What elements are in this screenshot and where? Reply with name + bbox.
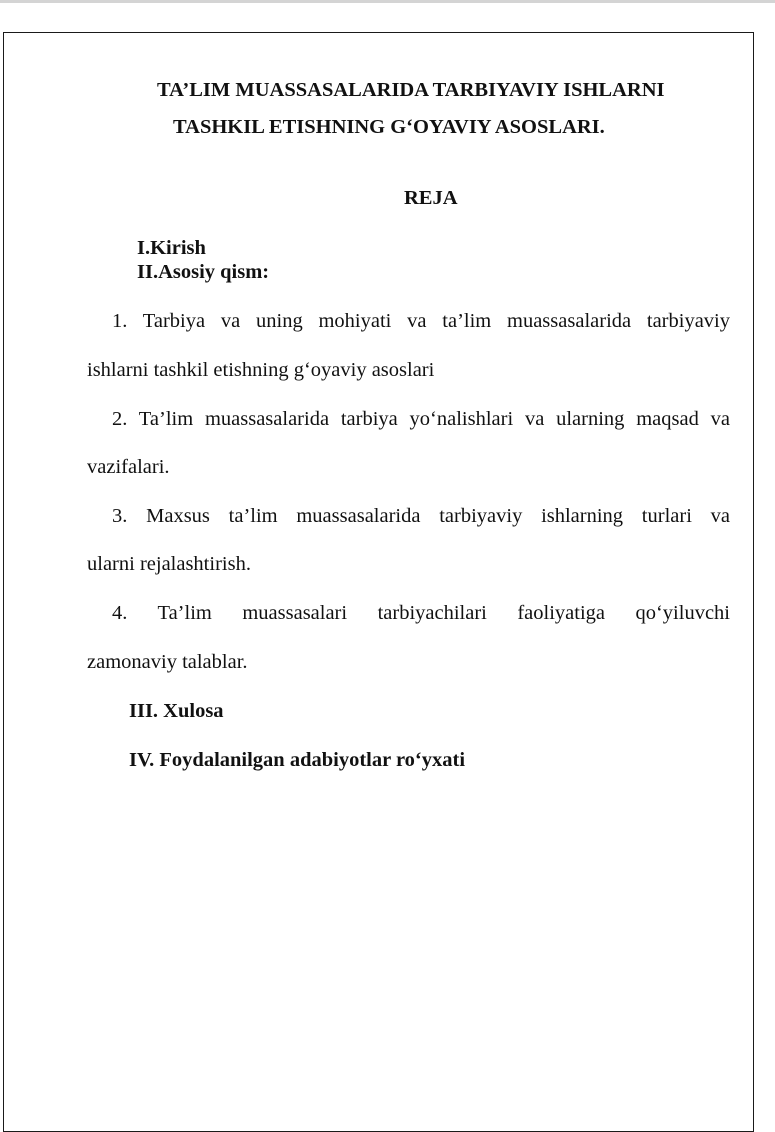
plan-heading: REJA xyxy=(404,187,458,209)
document-title-line-1: TA’LIM MUASSASALARIDA TARBIYAVIY ISHLARNI xyxy=(157,79,665,101)
document-page xyxy=(3,32,754,1132)
plan-item-4-line-2: zamonaviy talablar. xyxy=(87,651,248,673)
section-conclusion: III. Xulosa xyxy=(129,700,224,722)
window-top-edge xyxy=(0,0,775,3)
section-main: II.Asosiy qism: xyxy=(137,261,270,283)
plan-item-3-line-2: ularni rejalashtirish. xyxy=(87,553,251,575)
section-references: IV. Foydalanilgan adabiyotlar ro‘yxati xyxy=(129,749,466,771)
plan-item-4-line-1: 4. Ta’lim muassasalari tarbiyachilari faoliyatiga qo‘yiluvchi xyxy=(112,602,730,624)
section-intro: I.Kirish xyxy=(137,237,206,259)
plan-item-1-line-1: 1. Tarbiya va uning mohiyati va ta’lim muassasalarida tarbiyaviy xyxy=(112,310,730,332)
document-title-line-2: TASHKIL ETISHNING G‘OYAVIY ASOSLARI. xyxy=(173,116,605,138)
plan-item-2-line-1: 2. Ta’lim muassasalarida tarbiya yo‘nalishlari va ularning maqsad va xyxy=(112,408,730,430)
plan-item-3-line-1: 3. Maxsus ta’lim muassasalarida tarbiyaviy ishlarning turlari va xyxy=(112,505,730,527)
plan-item-2-line-2: vazifalari. xyxy=(87,456,170,478)
plan-item-1-line-2: ishlarni tashkil etishning g‘oyaviy asoslari xyxy=(87,359,435,381)
